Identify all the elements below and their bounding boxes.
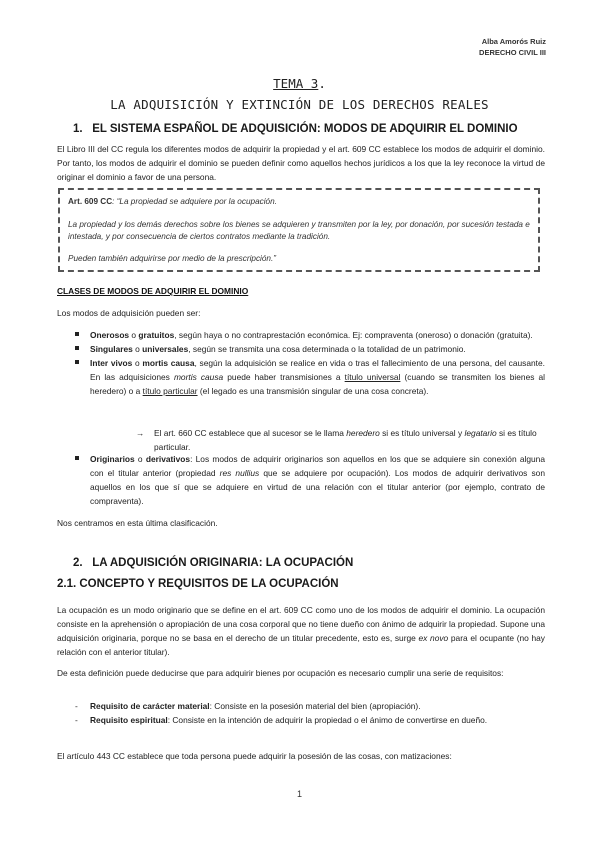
- tema-label: TEMA 3: [273, 76, 319, 91]
- tema-suffix: .: [318, 76, 326, 91]
- section2-para-2: De esta definición puede deducirse que para adquirir bienes por ocupación es necesario cumplir una serie de requisitos:: [57, 668, 504, 678]
- quote-line-2: La propiedad y los demás derechos sobre los bienes se adquieren y transmiten por la ley, por donación, por sucesión testada e intestada, y por consecuencia de ciertos contratos mediante la tradición.: [68, 220, 530, 241]
- arrow-text-3: si es título particular.: [154, 428, 537, 452]
- header-author: Alba Amorós Ruiz: [481, 37, 546, 46]
- document-subtitle: LA ADQUISICIÓN Y EXTINCIÓN DE LOS DERECHOS REALES: [110, 97, 489, 112]
- section2-heading: [73, 557, 353, 569]
- req2-text: : Consiste en la intención de adquirir la propiedad o el ánimo de convertirse en dueño.: [167, 715, 488, 725]
- para1-text-b: para el ocupante (no hay relación con el anterior titular).: [57, 633, 545, 657]
- page-header: [479, 36, 546, 58]
- section2-number: 2.: [73, 557, 83, 569]
- arrow-text-1: El art. 660 CC establece que al sucesor se le llama: [154, 428, 347, 438]
- page-number: 1: [296, 789, 302, 799]
- bullet-icon: [75, 346, 79, 350]
- dash-icon: -: [75, 701, 78, 711]
- term-singulares: Singulares: [90, 344, 133, 354]
- desc-inter-1: , según la adquisición se realice en vida o tras el fallecimiento de una persona, del causante. En las adquisiciones: [90, 358, 545, 382]
- conj: o: [129, 330, 139, 340]
- arrow-note: [136, 426, 545, 454]
- quote-line-1-text: : “La propiedad se adquiere por la ocupación.: [112, 197, 277, 206]
- desc-inter-3: (cuando se transmiten los bienes al heredero) o a: [90, 372, 546, 396]
- italic-mortis-causa: mortis causa: [173, 372, 224, 382]
- clases-list: [75, 328, 545, 398]
- section1-title: EL SISTEMA ESPAÑOL DE ADQUISICIÓN: MODOS DE ADQUIRIR EL DOMINIO: [92, 123, 518, 135]
- desc-inter-4: (el legado es una transmisión singular de una cosa concreta).: [197, 386, 429, 396]
- section2-para-3: El artículo 443 CC establece que toda persona puede adquirir la posesión de las cosas, con matizaciones:: [57, 751, 452, 761]
- desc-singulares: , según se transmita una cosa determinada o la totalidad de un patrimonio.: [188, 344, 466, 354]
- clases-intro: Los modos de adquisición pueden ser:: [57, 308, 201, 318]
- clases-closing: Nos centramos en esta última clasificación.: [57, 518, 218, 528]
- term-universales: universales: [142, 344, 189, 354]
- clases-list-continued: [75, 452, 545, 508]
- list-item-singulares: [75, 342, 545, 356]
- desc-originarios-2: que se adquiere por ocupación). Los modos de adquirir derivativos son aquellos en los que sí que se adquiere en virtud de una relación con el titular anterior (por ejemplo, contrato de compraventa).: [90, 468, 545, 506]
- bullet-icon: [75, 332, 79, 336]
- italic-legatario: legatario: [464, 428, 497, 438]
- header-subject: DERECHO CIVIL III: [479, 48, 546, 57]
- italic-heredero: heredero: [346, 428, 380, 438]
- clases-heading: CLASES DE MODOS DE ADQUIRIR EL DOMINIO: [57, 286, 249, 296]
- dash-icon: -: [75, 715, 78, 725]
- conj: o: [132, 358, 143, 368]
- italic-ex-novo: ex novo: [418, 633, 449, 643]
- arrow-note-text: [154, 426, 545, 454]
- arrow-right-icon: →: [136, 428, 145, 438]
- term-originarios: Originarios: [90, 454, 135, 464]
- quote-ref: Art. 609 CC: [68, 197, 113, 206]
- requirements-list: [75, 699, 545, 727]
- req2-label: Requisito espiritual: [90, 715, 168, 725]
- conj: o: [132, 344, 143, 354]
- desc-inter-2: puede haber transmisiones a: [223, 372, 345, 382]
- para1-text-a: La ocupación es un modo originario que se define en el art. 609 CC como uno de los modos de adquirir el dominio. La ocupación consiste en la aprehensión o apropiación de una cosa corporal que no tiene dueño con ánimo de adquirir la propiedad. Supone una adquisición originaria, porque no se basa en el derecho de un titular precedente, esto es, surge: [57, 605, 545, 643]
- term-gratuitos: gratuitos: [138, 330, 175, 340]
- quote-line-1: [68, 196, 530, 208]
- term-derivativos: derivativos: [145, 454, 191, 464]
- list-item-originarios: [75, 452, 545, 508]
- underlined-titulo-universal: título universal: [344, 372, 401, 382]
- arrow-text-2: si es título universal y: [379, 428, 465, 438]
- tema-title: [0, 76, 599, 91]
- desc-onerosos: , según haya o no contraprestación económica. Ej: compraventa (oneroso) o donación (gratuita).: [174, 330, 533, 340]
- section2-title: LA ADQUISICIÓN ORIGINARIA: LA OCUPACIÓN: [92, 557, 354, 569]
- section1-intro: El Libro III del CC regula los diferentes modos de adquirir la propiedad y el art. 609 CC establece los modos de adquirir el dominio. Por tanto, los modos de adquirir el dominio se pueden definir como aquellos hechos jurídicos a los que la ley reconoce la virtud de originar el dominio a favor de una persona.: [57, 144, 545, 182]
- section1-heading: [73, 123, 518, 135]
- term-onerosos: Onerosos: [90, 330, 130, 340]
- list-item-inter-vivos: [75, 356, 545, 398]
- quote-line-3: Pueden también adquirirse por medio de la prescripción.”: [68, 254, 276, 263]
- requirement-material: [75, 699, 545, 713]
- req1-label: Requisito de carácter material: [90, 701, 210, 711]
- section2-1-heading: 2.1. CONCEPTO Y REQUISITOS DE LA OCUPACIÓN: [57, 578, 339, 590]
- conj: o: [134, 454, 146, 464]
- underlined-titulo-particular: título particular: [142, 386, 198, 396]
- requirement-espiritual: [75, 713, 545, 727]
- bullet-icon: [75, 360, 79, 364]
- term-inter-vivos: Inter vivos: [90, 358, 133, 368]
- article-quote-box: [58, 188, 540, 272]
- list-item-onerosos: [75, 328, 545, 342]
- section1-number: 1.: [73, 123, 83, 135]
- section2-para-1: [57, 603, 545, 659]
- italic-res-nullius: res nullius: [219, 468, 260, 478]
- term-mortis-causa: mortis causa: [142, 358, 195, 368]
- desc-originarios-1: : Los modos de adquirir originarios son aquellos en los que se adquiere sin conexión alguna con el titular anterior (propiedad: [90, 454, 545, 478]
- bullet-icon: [75, 456, 79, 460]
- req1-text: : Consiste en la posesión material del bien (apropiación).: [209, 701, 421, 711]
